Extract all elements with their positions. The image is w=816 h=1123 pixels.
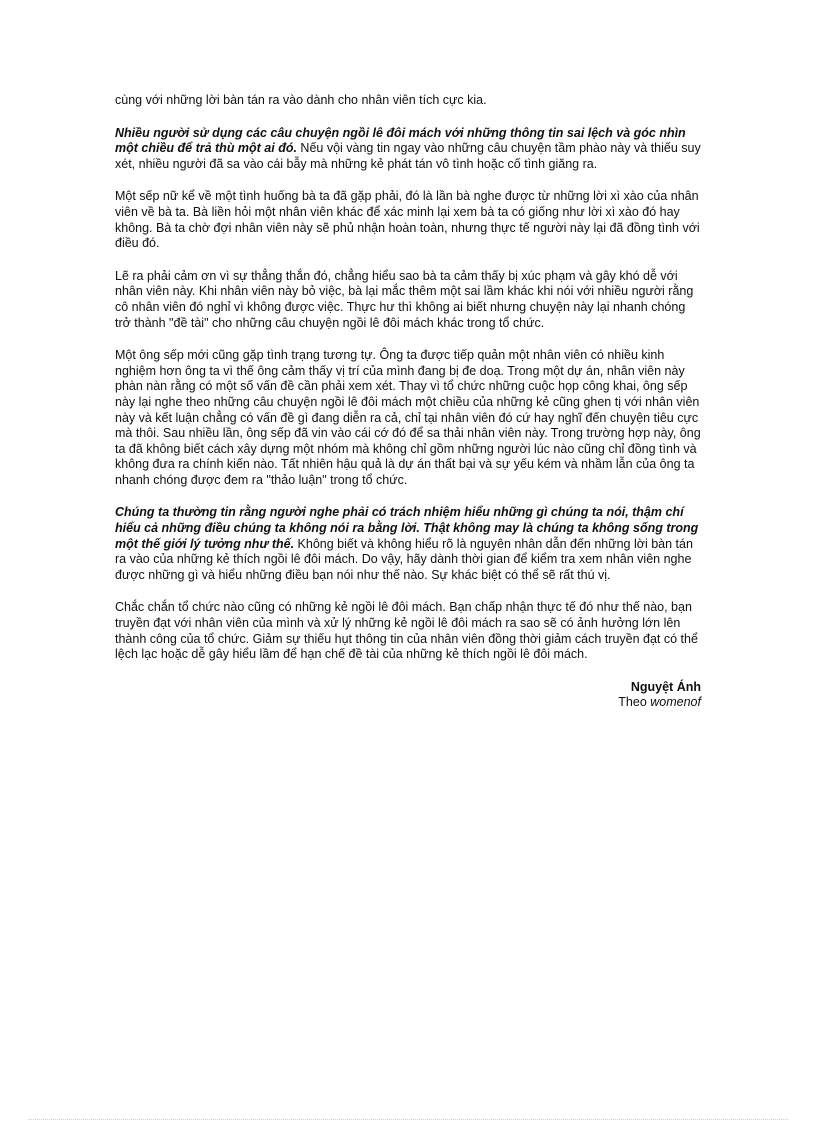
paragraph-5 [115,348,701,488]
source-line [115,695,701,711]
paragraph-4-text: Lẽ ra phải cảm ơn vì sự thẳng thắn đó, chẳng hiểu sao bà ta cảm thấy bị xúc phạm và gây khó dễ với nhân viên này. Khi nhân viên này bỏ việc, bà lại mắc thêm một sai lầm khác khi nói với nhiều người rằng cô nhân viên đó nghỉ vì không được việc. Thực hư thì không ai biết nhưng chuyện này lại nhanh chóng trở thành "đề tài" cho những câu chuyện ngồi lê đôi mách khác trong tổ chức. [115,268,694,330]
paragraph-6 [115,505,701,583]
paragraph-3-text: Một sếp nữ kể về một tình huống bà ta đã gặp phải, đó là lần bà nghe được từ những lời xì xào của nhân viên về bà ta. Bà liền hỏi một nhân viên khác để xác minh lại xem bà ta có giống như lời xì xào đó hay không. Bà ta chờ đợi nhân viên này sẽ phủ nhận hoàn toàn, nhưng thực tế người này lại đã đồng tình với điều đó. [115,189,700,251]
source-name: womenof [650,695,701,710]
paragraph-3 [115,189,701,251]
paragraph-4 [115,269,701,331]
paragraph-7-text: Chắc chắn tổ chức nào cũng có những kẻ ngồi lê đôi mách. Bạn chấp nhận thực tế đó như thế nào, bạn truyền đạt với nhân viên của mình và xử lý những kẻ ngồi lê đôi mách ra sao sẽ có ảnh hưởng lớn lên thành công của tổ chức. Giảm sự thiếu hụt thông tin của nhân viên đồng thời giảm cách truyền đạt có thể lệch lạc hoặc dễ gây hiểu lầm để hạn chế đề tài của những kẻ thích ngồi lê đôi mách. [115,600,698,662]
paragraph-6-text: Không biết và không hiểu rõ là nguyên nhân dẫn đến những lời bàn tán ra vào của những kẻ thích ngồi lê đôi mách. Do vậy, hãy dành thời gian để kiểm tra xem nhân viên nghe được những gì và hiểu những điều bạn nói như thế nào. Sự khác biệt có thể sẽ rất thú vị. [115,536,693,582]
paragraph-1 [115,93,701,109]
paragraph-7 [115,600,701,662]
source-prefix: Theo [618,695,651,710]
paragraph-6-lead: Chúng ta thường tin rằng người nghe phải có trách nhiệm hiểu những gì chúng ta nói, thậm chí hiểu cả những điều chúng ta không nói ra bằng lời. Thật không may là chúng ta không sống trong một thế giới lý tưởng như thế. [115,505,699,551]
paragraph-2-text: Nếu vội vàng tin ngay vào những câu chuyện tầm phào này và thiếu suy xét, nhiều người đã sa vào cái bẫy mà những kẻ phát tán vô tình hoặc cố tình giăng ra. [115,141,701,171]
signature-block [115,680,701,711]
paragraph-5-text: Một ông sếp mới cũng gặp tình trạng tương tự. Ông ta được tiếp quản một nhân viên có nhiều kinh nghiệm hơn ông ta vì thế ông cảm thấy vị trí của mình đang bị đe doạ. Trong một dự án, nhân viên này phàn nàn rằng có một số vấn đề cần phải xem xét. Thay vì tổ chức những cuộc họp công khai, ông sếp này lại nghe theo những câu chuyện ngồi lê đôi mách một chiều của những kẻ cũng ghen tị với nhân viên này và kết luận chẳng có vấn đề gì đang diễn ra cả, chỉ tại nhân viên đó cứ hay nghĩ đến chuyện tiêu cực mà thôi. Sau nhiều lần, ông sếp đã vin vào cái cớ đó để sa thải nhân viên này. Trong trường hợp này, ông ta đã không biết cách xây dựng một nhóm mà không chỉ gồm những người lúc nào cũng chỉ đồng tình và không đưa ra chính kiến nào. Tất nhiên hậu quả là dự án thất bại và sự yếu kém và nhầm lẫn của ông ta nhanh chóng được đem ra "thảo luận" trong tổ chức. [115,348,701,487]
document-body [115,93,701,711]
paragraph-2 [115,126,701,173]
paragraph-2-lead: Nhiều người sử dụng các câu chuyện ngồi lê đôi mách với những thông tin sai lệch và góc nhìn một chiều để trả thù một ai đó. [115,125,686,156]
paragraph-1-text: cùng với những lời bàn tán ra vào dành cho nhân viên tích cực kia. [115,93,487,107]
author-name: Nguyệt Ánh [630,679,701,694]
footer-divider [28,1119,788,1120]
